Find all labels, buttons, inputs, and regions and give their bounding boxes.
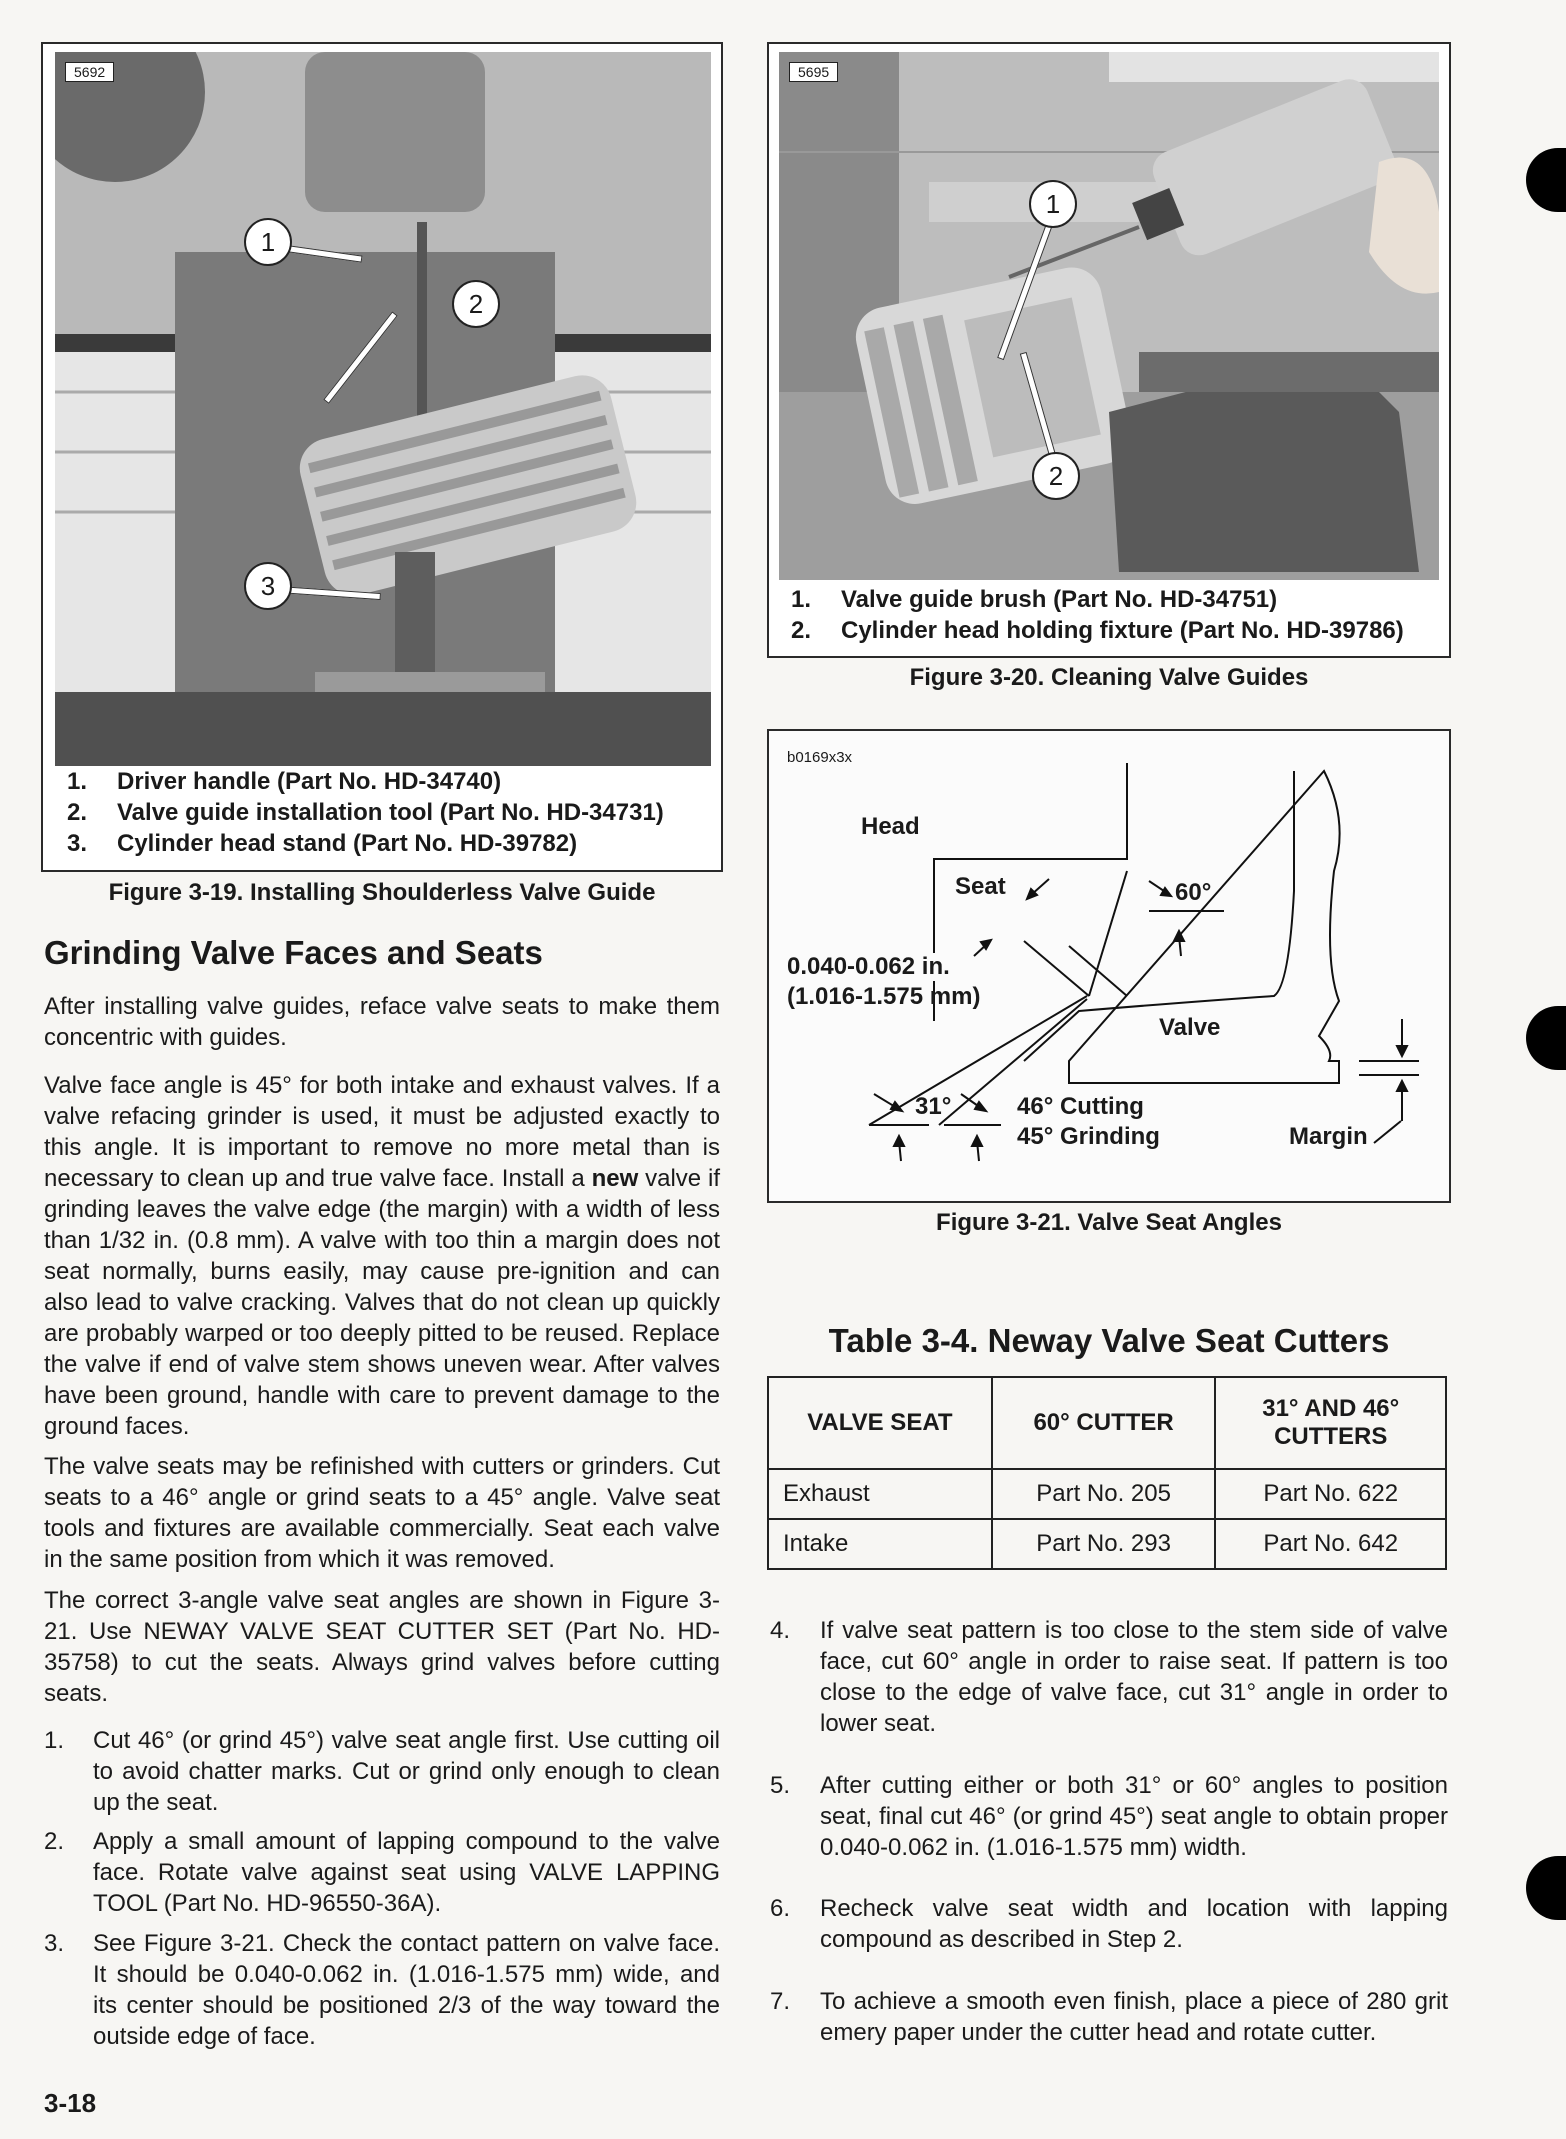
paragraph-3: The valve seats may be refinished with cutters or grinders. Cut seats to a 46° angle or grind seats to a 45° angle. Valve seat tools and fixtures are available commercially. Seat each valve in the same position from which it was removed. xyxy=(44,1453,720,1573)
paragraph-2: Valve face angle is 45° for both intake and exhaust valves. If a valve refacing grinder is used, it must be adjusted exactly to this angle. It is important to remove no more metal than is necessary to clean up and true valve face. Install a new valve if grinding leaves the valve edge (the margin) with a width of less than 1/32 in. (0.8 mm). A valve with too thin a margin does not seat normally, burns easily, may cause pre-ignition and can also lead to valve cracking. Valves that do not clean up quickly are probably warped or too deeply pitted to be reused. Replace the valve if end of valve stem shows uneven wear. After valves have been ground, handle with care to prevent damage to the ground faces. xyxy=(44,1072,720,1440)
label-head: Head xyxy=(861,813,920,840)
label-margin: Margin xyxy=(1289,1123,1368,1150)
table-cell: Part No. 293 xyxy=(992,1519,1216,1569)
figure-3-20 xyxy=(767,42,1451,658)
figure-3-19-photo xyxy=(55,52,711,766)
label-angle-31: 31° xyxy=(915,1093,952,1120)
section-tab xyxy=(1526,148,1566,212)
figure-3-20-legend xyxy=(791,584,1404,646)
table-row xyxy=(768,1469,1446,1519)
label-seat-width-mm: (1.016-1.575 mm) xyxy=(787,983,981,1010)
label-seat: Seat xyxy=(955,873,1006,900)
column-header: VALVE SEAT xyxy=(768,1377,992,1469)
page-number: 3-18 xyxy=(44,2088,97,2118)
paragraph-4: The correct 3-angle valve seat angles are shown in Figure 3-21. Use NEWAY VALVE SEAT CUTTER SET (Part No. HD-35758) to cut the seats. Always grind valves before cutting seats. xyxy=(44,1587,720,1707)
figure-3-20-caption: Figure 3-20. Cleaning Valve Guides xyxy=(909,664,1309,691)
label-46-cutting: 46° Cutting xyxy=(1017,1093,1144,1120)
label-seat-width-in: 0.040-0.062 in. xyxy=(787,953,950,980)
figure-3-19-legend xyxy=(67,766,664,859)
figure-3-20-tag: 5695 xyxy=(789,62,838,82)
section-title: Grinding Valve Faces and Seats xyxy=(44,934,543,971)
table-cell: Part No. 642 xyxy=(1215,1519,1446,1569)
section-tab xyxy=(1526,1856,1566,1920)
table-header-row xyxy=(768,1377,1446,1469)
table-cell: Part No. 205 xyxy=(992,1469,1216,1519)
figure-3-21-tag: b0169x3x xyxy=(787,749,853,766)
label-valve: Valve xyxy=(1159,1014,1221,1041)
callout-2: 2 xyxy=(1032,452,1080,500)
table-row xyxy=(768,1519,1446,1569)
legend-item: 1. Valve guide brush (Part No. HD-34751) xyxy=(791,586,1278,613)
valve-guide-press-illustration xyxy=(55,52,711,766)
callout-1: 1 xyxy=(244,218,292,266)
section-tab xyxy=(1526,1006,1566,1070)
callout-1: 1 xyxy=(1029,180,1077,228)
figure-3-19-caption: Figure 3-19. Installing Shoulderless Valve Guide xyxy=(108,879,656,906)
figure-3-20-photo xyxy=(779,52,1439,580)
callout-3: 3 xyxy=(244,562,292,610)
label-45-grinding: 45° Grinding xyxy=(1017,1123,1160,1150)
legend-item: 2. Cylinder head holding fixture (Part No. HD-39786) xyxy=(791,617,1404,644)
column-header: 31° AND 46° CUTTERS xyxy=(1215,1377,1446,1469)
figure-3-21 xyxy=(767,729,1451,1203)
table-cell: Intake xyxy=(768,1519,992,1569)
legend-item: 3. Cylinder head stand (Part No. HD-39782) xyxy=(67,830,578,857)
figure-3-19-tag: 5692 xyxy=(65,62,114,82)
figure-3-19 xyxy=(41,42,723,872)
legend-item: 1. Driver handle (Part No. HD-34740) xyxy=(67,768,502,795)
callout-2: 2 xyxy=(452,280,500,328)
valve-guide-cleaning-illustration xyxy=(779,52,1439,580)
table-cell: Part No. 622 xyxy=(1215,1469,1446,1519)
column-header: 60° CUTTER xyxy=(992,1377,1216,1469)
table-title: Table 3-4. Neway Valve Seat Cutters xyxy=(828,1322,1390,1359)
legend-item: 2. Valve guide installation tool (Part No. HD-34731) xyxy=(67,799,664,826)
figure-3-21-caption: Figure 3-21. Valve Seat Angles xyxy=(936,1209,1282,1236)
paragraph-1: After installing valve guides, reface valve seats to make them concentric with guides. xyxy=(44,993,720,1051)
valve-seat-cutters-table xyxy=(767,1376,1447,1570)
label-angle-60: 60° xyxy=(1175,879,1212,906)
table-cell: Exhaust xyxy=(768,1469,992,1519)
